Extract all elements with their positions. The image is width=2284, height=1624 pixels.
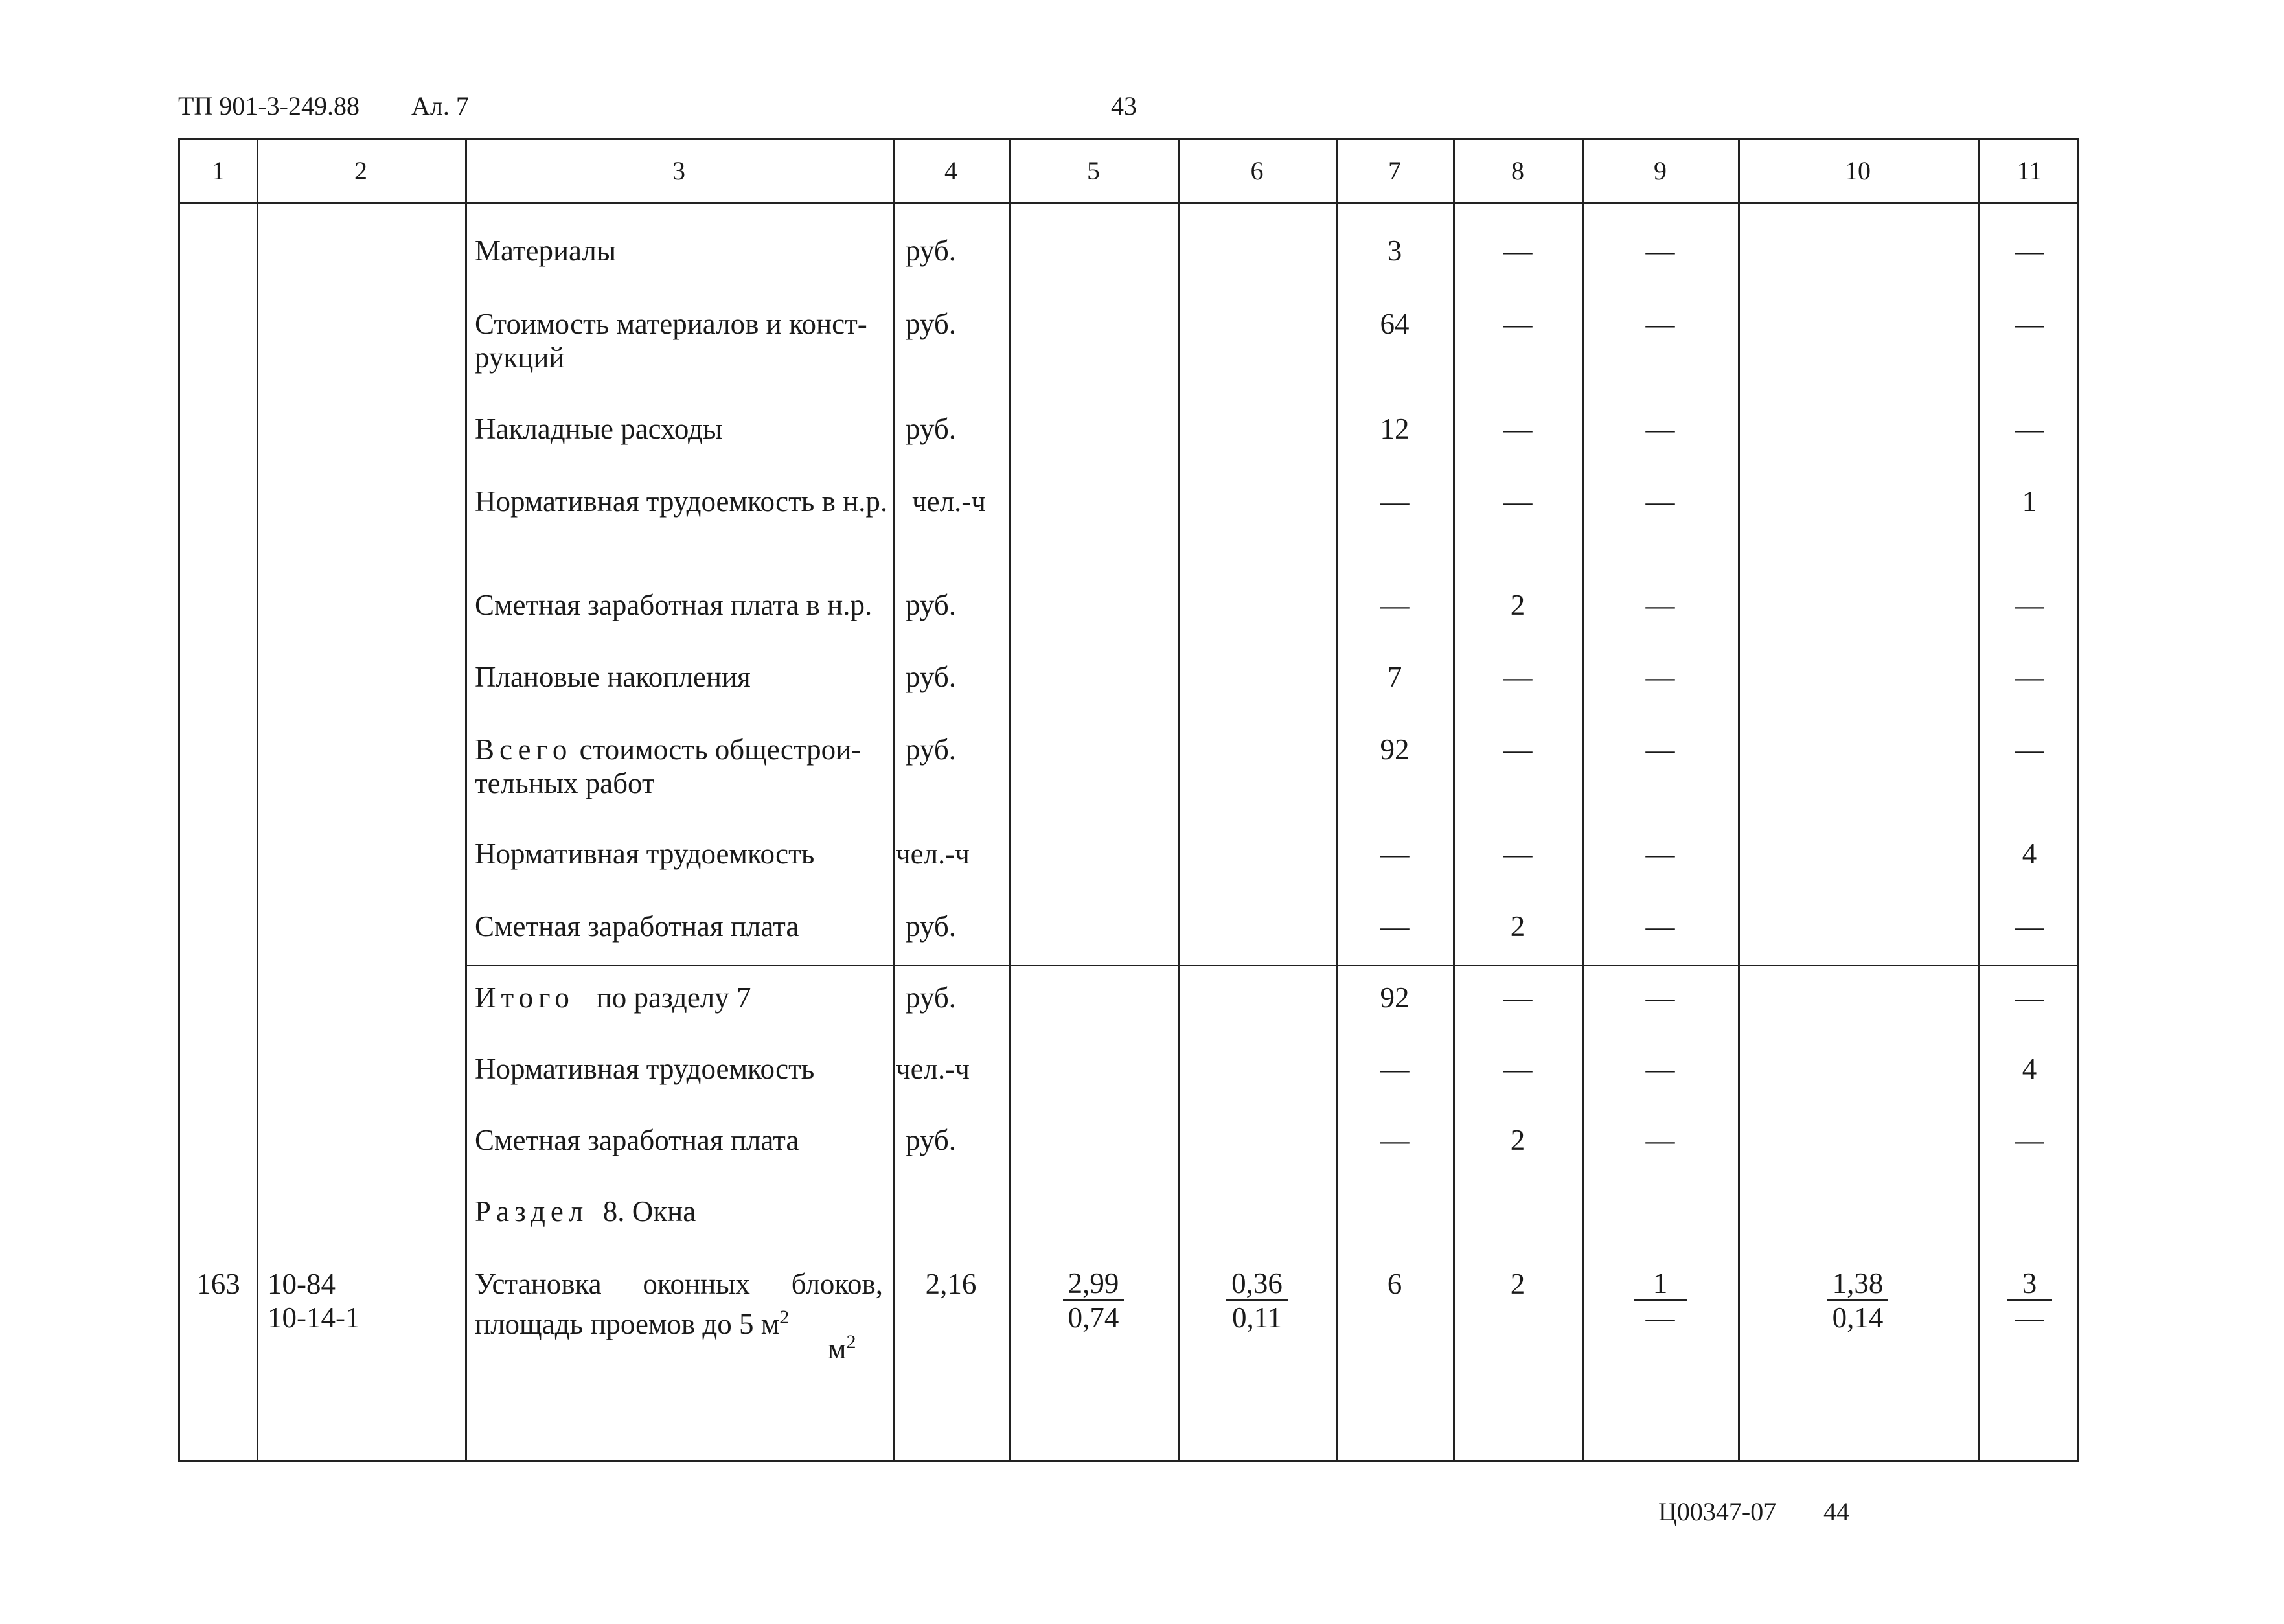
row-col7: 12 [1380, 413, 1410, 445]
item-code-1: 10-84 [268, 1268, 336, 1300]
item-unit-superscript: 2 [846, 1331, 856, 1353]
row-col7: — [1380, 1053, 1410, 1085]
col-header-5: 5 [1087, 156, 1100, 185]
row-col11: — [2015, 308, 2044, 340]
footer-code: Ц00347-07 [1658, 1497, 1777, 1526]
row-col7: 92 [1380, 733, 1410, 766]
fraction-numerator: 0,36 [1226, 1267, 1288, 1301]
item-description-text: Установка оконных блоков, площадь проемов до 5 м [475, 1268, 883, 1340]
row-unit: руб. [906, 413, 956, 445]
row-unit: чел.-ч [896, 838, 970, 870]
row-col7: 92 [1380, 981, 1410, 1014]
row-description: Нормативная трудоемкость в н.р. [475, 485, 888, 518]
row-col11: — [2015, 733, 2044, 766]
total-label: Всего [475, 733, 573, 766]
fraction-numerator: 2,99 [1063, 1267, 1125, 1301]
row-col8: — [1503, 1053, 1533, 1085]
item-unit [828, 1325, 856, 1366]
row-description: Нормативная трудоемкость [475, 838, 815, 870]
row-col9: — [1645, 910, 1675, 943]
item-number: 163 [196, 1268, 240, 1300]
col-divider [1738, 140, 1740, 1460]
fraction-numerator: 3 [2007, 1267, 2053, 1301]
col-divider [257, 140, 258, 1460]
row-description: Накладные расходы [475, 413, 723, 445]
row-description: Сметная заработная плата [475, 1124, 799, 1156]
row-col8: — [1503, 733, 1533, 766]
section-heading [475, 1195, 896, 1228]
row-description: Нормативная трудоемкость [475, 1053, 815, 1085]
page-number: 43 [1111, 91, 1137, 120]
row-col8: 2 [1510, 910, 1525, 943]
row-col11: — [2015, 413, 2044, 445]
row-col9: — [1645, 485, 1675, 518]
row-unit: руб. [906, 1124, 956, 1156]
row-unit: руб. [906, 981, 956, 1014]
row-col11: — [2015, 661, 2044, 693]
row-col8: — [1503, 413, 1533, 445]
row-col9: — [1645, 1124, 1675, 1156]
col-header-6: 6 [1250, 156, 1264, 185]
row-col7: 7 [1387, 661, 1402, 693]
row-col7: — [1380, 910, 1410, 943]
col-header-3: 3 [672, 156, 685, 185]
album-label: Ал. 7 [411, 91, 469, 120]
row-col11: — [2015, 589, 2044, 621]
row-col9: — [1645, 308, 1675, 340]
item-col5-fraction [1009, 1267, 1178, 1334]
col-header-1: 1 [212, 156, 225, 185]
row-col9: — [1645, 589, 1675, 621]
row-col7: — [1380, 485, 1410, 518]
row-unit: руб. [906, 910, 956, 943]
col-header-11: 11 [2016, 156, 2042, 185]
row-description [475, 733, 896, 800]
row-unit: чел.-ч [912, 485, 986, 518]
row-unit: руб. [906, 661, 956, 693]
row-col11: — [2015, 234, 2044, 267]
row-col8: — [1503, 981, 1533, 1014]
fraction-denominator: 0,11 [1231, 1301, 1283, 1334]
row-unit: руб. [906, 733, 956, 766]
item-quantity: 2,16 [925, 1268, 977, 1300]
row-col7: — [1380, 589, 1410, 621]
row-col8: — [1503, 838, 1533, 870]
row-col7: — [1380, 838, 1410, 870]
header-divider [180, 202, 2077, 204]
row-description-text: по разделу 7 [596, 981, 751, 1014]
row-col9: — [1645, 661, 1675, 693]
item-col7: 6 [1387, 1268, 1402, 1300]
footer-sheet: 44 [1823, 1497, 1849, 1526]
row-col11: — [2015, 910, 2044, 943]
row-description: Плановые накопления [475, 661, 751, 693]
row-col7: 64 [1380, 308, 1410, 340]
item-col10-fraction [1738, 1267, 1978, 1334]
section-title: 8. Окна [602, 1195, 696, 1228]
row-col7: — [1380, 1124, 1410, 1156]
item-col8: 2 [1510, 1268, 1525, 1300]
item-col6-fraction [1178, 1267, 1336, 1334]
superscript: 2 [779, 1307, 790, 1328]
row-col11: — [2015, 1124, 2044, 1156]
row-col9: — [1645, 413, 1675, 445]
col-header-9: 9 [1654, 156, 1667, 185]
section-total-divider [465, 965, 2077, 966]
row-col11: — [2015, 981, 2044, 1014]
row-col9: — [1645, 1053, 1675, 1085]
col-divider [1009, 140, 1011, 1460]
fraction-denominator: — [1645, 1301, 1675, 1334]
row-col9: — [1645, 733, 1675, 766]
fraction-numerator: 1 [1634, 1267, 1687, 1301]
fraction-denominator: — [2015, 1301, 2044, 1334]
subtotal-label: Итого [475, 981, 575, 1014]
row-description: Сметная заработная плата [475, 910, 799, 943]
item-col9-fraction [1582, 1267, 1738, 1334]
col-divider [1178, 140, 1180, 1460]
row-unit: руб. [906, 589, 956, 621]
row-unit: чел.-ч [896, 1053, 970, 1085]
col-header-4: 4 [944, 156, 957, 185]
col-header-10: 10 [1845, 156, 1871, 185]
row-col9: — [1645, 838, 1675, 870]
row-col8: — [1503, 661, 1533, 693]
fraction-denominator: 0,74 [1068, 1301, 1119, 1334]
estimate-table [178, 138, 2079, 1462]
row-col7: 3 [1387, 234, 1402, 267]
row-col9: — [1645, 981, 1675, 1014]
row-unit: руб. [906, 308, 956, 340]
row-col9: — [1645, 234, 1675, 267]
item-description [475, 1267, 883, 1341]
row-description: Стоимость материалов и конст-рукций [475, 308, 867, 374]
row-description: Сметная заработная плата в н.р. [475, 589, 873, 621]
fraction-denominator: 0,14 [1832, 1301, 1884, 1334]
fraction-numerator: 1,38 [1827, 1267, 1889, 1301]
row-description [475, 981, 896, 1014]
row-description-text: стоимость общестрои-тельных работ [475, 733, 862, 799]
item-col11-fraction [1978, 1267, 2081, 1334]
col-header-7: 7 [1388, 156, 1401, 185]
row-description: Материалы [475, 234, 617, 267]
row-col11: 4 [2022, 838, 2037, 870]
item-unit-base: м [828, 1332, 847, 1365]
row-unit: руб. [906, 234, 956, 267]
row-col8: — [1503, 234, 1533, 267]
item-code-2: 10-14-1 [268, 1301, 360, 1334]
row-col8: — [1503, 308, 1533, 340]
col-header-8: 8 [1511, 156, 1524, 185]
row-col11: 1 [2022, 485, 2037, 518]
row-col11: 4 [2022, 1053, 2037, 1085]
row-col8: 2 [1510, 589, 1525, 621]
col-divider [465, 140, 467, 1460]
row-col8: 2 [1510, 1124, 1525, 1156]
row-col8: — [1503, 485, 1533, 518]
section-label: Раздел [475, 1195, 589, 1228]
document-code: ТП 901-3-249.88 [178, 91, 360, 120]
col-header-2: 2 [354, 156, 367, 185]
